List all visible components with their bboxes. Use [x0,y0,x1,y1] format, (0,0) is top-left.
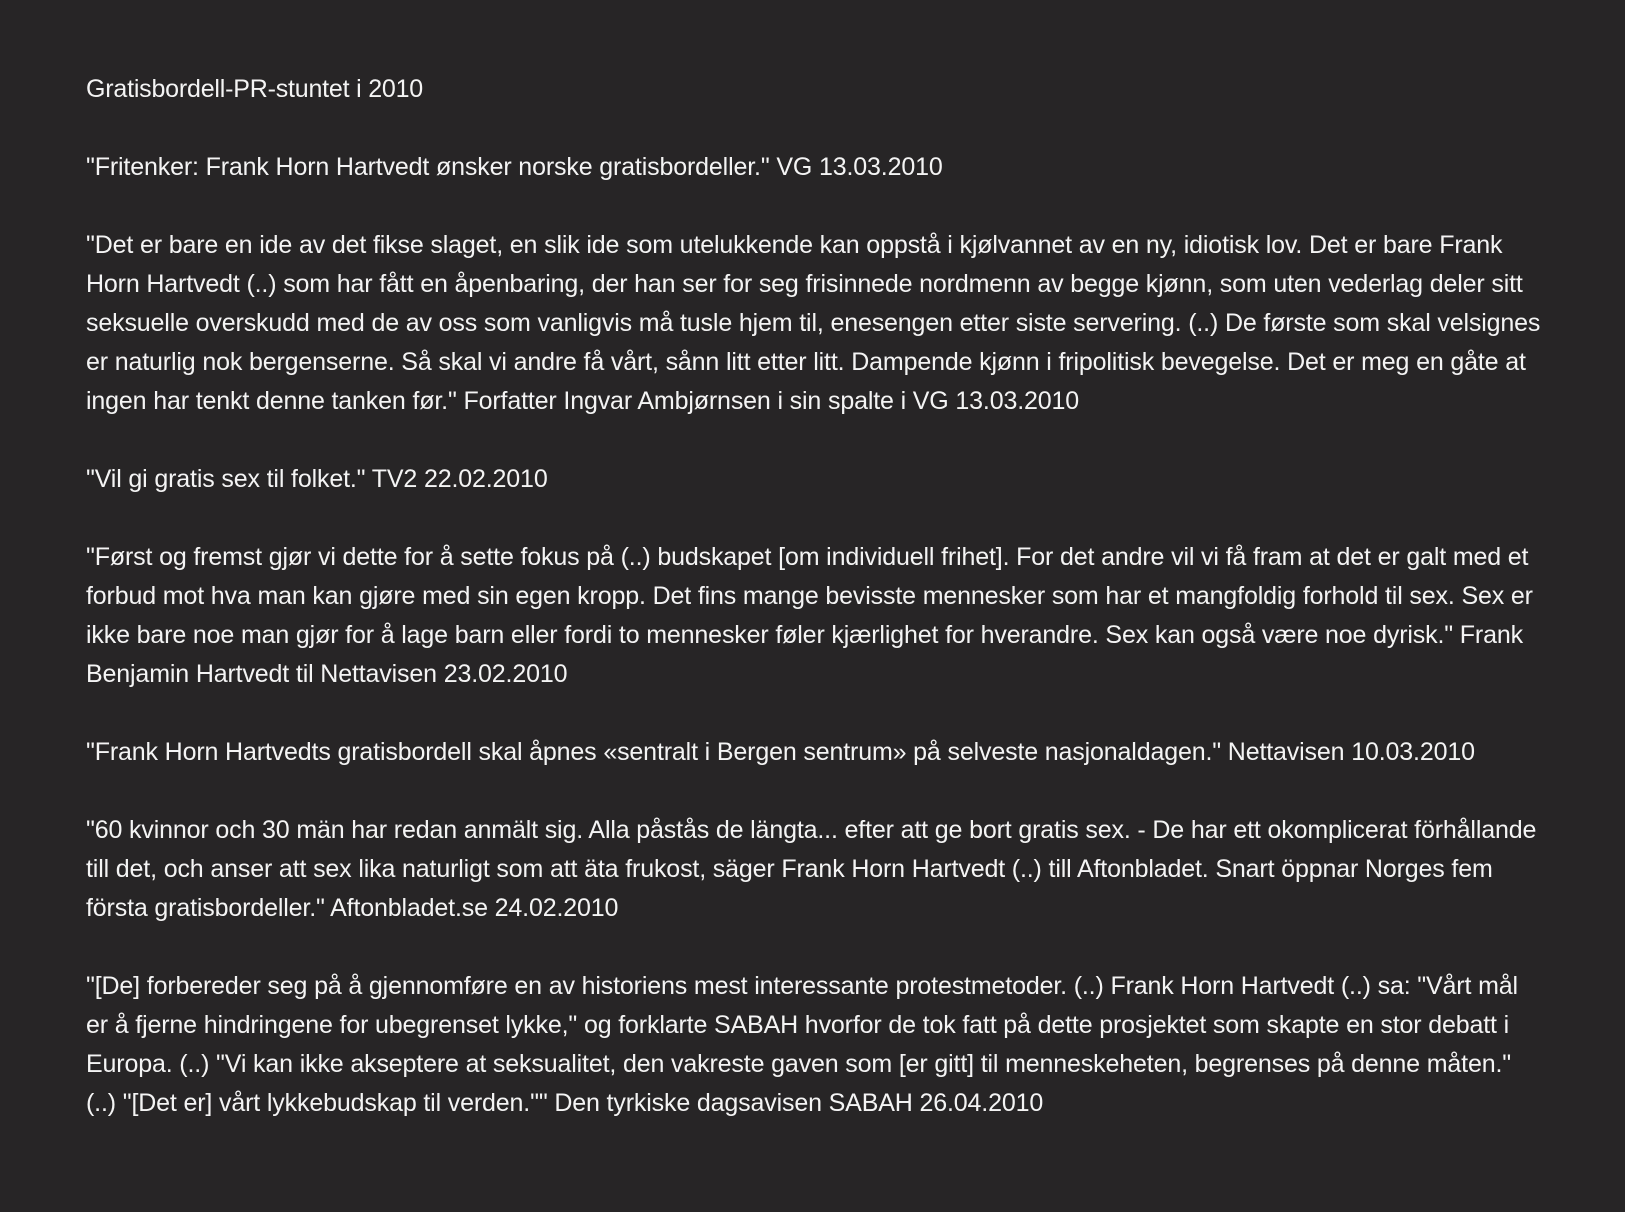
quote-paragraph-sabah: "[De] forbereder seg på å gjennomføre en av historiens mest interessante protestmetoder. (..) Frank Horn Hartvedt (..) sa: "Vårt mål er å fjerne hindringene for ubegrenset lykke," og forklarte SABAH hvorfor de tok fatt på dette prosjektet som skapte en stor debatt i Europa. (..) "Vi kan ikke akseptere at seksualitet, den vakreste gaven som [er gitt] til menneskeheten, begrenses på denne måten." (..) "[Det er] vårt lykkebudskap til verden."" Den tyrkiske dagsavisen SABAH 26.04.2010 [86,972,1518,1117]
quote-paragraph-nettavisen-hartvedt: "Først og fremst gjør vi dette for å sette fokus på (..) budskapet [om individuell frihet]. For det andre vil vi få fram at det er galt med et forbud mot hva man kan gjøre med sin egen kropp. Det fins mange bevisste mennesker som har et mangfoldig forhold til sex. Sex er ikke bare noe man gjør for å lage barn eller fordi to mennesker føler kjærlighet for hverandre. Sex kan også være noe dyrisk." Frank Benjamin Hartvedt til Nettavisen 23.02.2010 [86,543,1533,688]
document-title: Gratisbordell-PR-stuntet i 2010 [86,75,424,103]
quote-paragraph-aftonbladet: "60 kvinnor och 30 män har redan anmält sig. Alla påstås de längta... efter att ge bort gratis sex. - De har ett okomplicerat förhållande till det, och anser att sex lika naturligt som att äta frukost, säger Frank Horn Hartvedt (..) till Aftonbladet. Snart öppnar Norges fem första gratisbordeller." Aftonbladet.se 24.02.2010 [86,816,1537,922]
quote-paragraph-ambjornsen: "Det er bare en ide av det fikse slaget, en slik ide som utelukkende kan oppstå i kjølvannet av en ny, idiotisk lov. Det er bare Frank Horn Hartvedt (..) som har fått en åpenbaring, der han ser for seg frisinnede nordmenn av begge kjønn, som uten vederlag deler sitt seksuelle overskudd med de av oss som vanligvis må tusle hjem til, enesengen etter siste servering. (..) De første som skal velsignes er naturlig nok bergenserne. Så skal vi andre få vårt, sånn litt etter litt. Dampende kjønn i fripolitisk bevegelse. Det er meg en gåte at ingen har tenkt denne tanken før." Forfatter Ingvar Ambjørnsen i sin spalte i VG 13.03.2010 [86,231,1541,415]
quote-paragraph-tv2: "Vil gi gratis sex til folket." TV2 22.02.2010 [86,465,548,493]
quote-paragraph-nettavisen-bergen: "Frank Horn Hartvedts gratisbordell skal åpnes «sentralt i Bergen sentrum» på selveste nasjonaldagen." Nettavisen 10.03.2010 [86,738,1475,766]
quote-paragraph-vg-fritenker: "Fritenker: Frank Horn Hartvedt ønsker norske gratisbordeller." VG 13.03.2010 [86,153,943,181]
document-page [86,70,1541,1123]
